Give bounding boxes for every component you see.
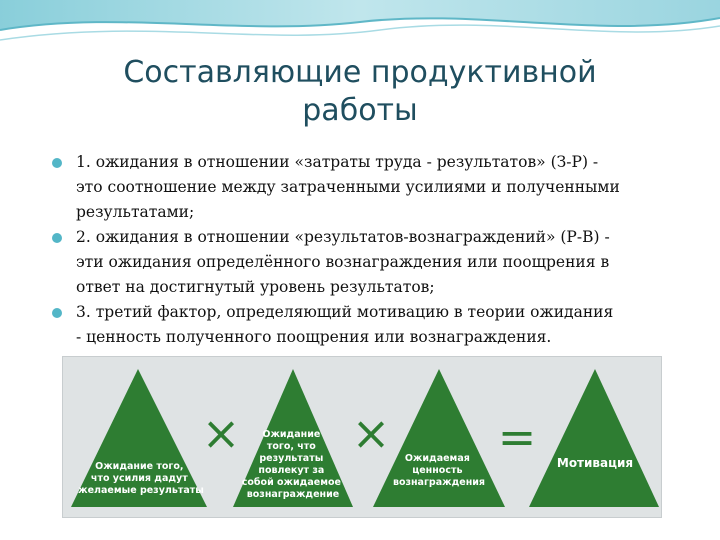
triangle-2-line-3: результаты <box>259 453 324 464</box>
triangle-2-line-1: Ожидание <box>262 429 321 440</box>
expectancy-diagram-svg <box>63 357 661 517</box>
multiply-operator-1: × <box>201 406 241 460</box>
bullet-item-2 <box>52 225 692 300</box>
bullet-item-1 <box>52 150 692 225</box>
bullet-line: ответ на достигнутый уровень результатов; <box>76 278 435 296</box>
equals-operator: = <box>497 410 537 464</box>
slide-title-line-2: работы <box>302 93 418 128</box>
triangle-motivation <box>529 369 659 507</box>
bullet-dot-icon <box>52 308 62 318</box>
triangle-2-line-2: того, что <box>266 441 316 452</box>
triangle-1-line-1: Ожидание того, <box>95 461 184 472</box>
triangle-3-line-2: ценность <box>412 465 463 476</box>
expectancy-diagram <box>62 356 662 518</box>
triangle-1-line-3: желаемые результаты <box>78 485 204 496</box>
triangle-1-line-2: что усилия дадут <box>90 473 188 484</box>
triangle-4-label: Мотивация <box>556 456 634 470</box>
bullet-list <box>52 150 692 350</box>
bullet-line: результатами; <box>76 203 195 221</box>
bullet-line: 1. ожидания в отношении «затраты труда - результатов» (З-Р) - <box>76 153 599 171</box>
bullet-line: 3. третий фактор, определяющий мотивацию в теории ожидания <box>76 303 614 321</box>
triangle-1-line <box>78 461 204 496</box>
triangle-3-line-3: вознаграждения <box>392 477 486 488</box>
bullet-item-3 <box>52 300 692 350</box>
bullet-dot-icon <box>52 233 62 243</box>
bullet-line: - ценность полученного поощрения или вознаграждения. <box>76 328 552 346</box>
bullet-line: 2. ожидания в отношении «результатов-вознаграждений» (Р-В) - <box>76 228 610 246</box>
slide-title-line-1: Составляющие продуктивной <box>123 55 597 90</box>
triangle-2-line-5: собой ожидаемое <box>241 477 341 488</box>
multiply-operator-2: × <box>351 406 391 460</box>
triangle-2-line-4: повлекут за <box>258 465 325 476</box>
bullet-dot-icon <box>52 158 62 168</box>
bullet-line: это соотношение между затраченными усилиями и полученными <box>76 178 620 196</box>
slide-title <box>60 54 660 130</box>
bullet-line: эти ожидания определённого вознаграждения или поощрения в <box>76 253 610 271</box>
triangle-2-line-6: вознаграждение <box>246 489 340 500</box>
triangle-3-line-1: Ожидаемая <box>404 453 470 464</box>
